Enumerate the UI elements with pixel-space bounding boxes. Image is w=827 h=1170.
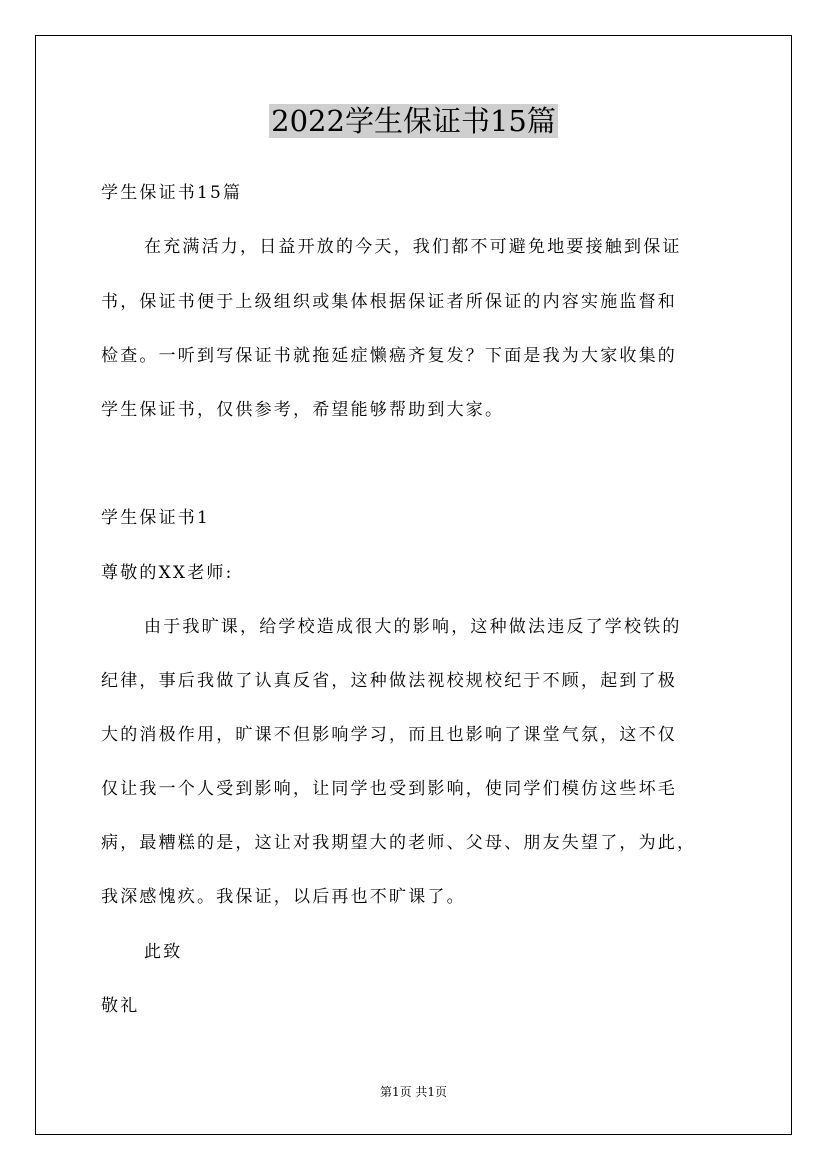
salutation: 尊敬的XX老师: xyxy=(101,563,234,583)
intro-line-1: 在充满活力，日益开放的今天，我们都不可避免地要接触到保证 xyxy=(144,237,682,257)
closing-jing-li: 敬礼 xyxy=(101,996,140,1016)
body-line-3: 大的消极作用，旷课不但影响学习，而且也影响了课堂气氛，这不仅 xyxy=(101,725,677,745)
body-line-4: 仅让我一个人受到影响，让同学也受到影响，使同学们模仿这些坏毛 xyxy=(101,779,677,799)
body-line-1: 由于我旷课，给学校造成很大的影响，这种做法违反了学校铁的 xyxy=(144,617,682,637)
section-title: 学生保证书1 xyxy=(101,508,211,528)
intro-line-4: 学生保证书，仅供参考，希望能够帮助到大家。 xyxy=(101,400,505,420)
intro-line-3: 检查。一听到写保证书就拖延症懒癌齐复发？下面是我为大家收集的 xyxy=(101,346,677,366)
intro-line-2: 书，保证书便于上级组织或集体根据保证者所保证的内容实施监督和 xyxy=(101,292,677,312)
page-footer: 第1页 共1页 xyxy=(379,1085,448,1099)
document-title: 2022学生保证书15篇 xyxy=(271,104,556,138)
body-line-5: 病，最糟糕的是，这让对我期望大的老师、父母、朋友失望了，为此， xyxy=(101,833,697,853)
body-line-2: 纪律，事后我做了认真反省，这种做法视校规校纪于不顾，起到了极 xyxy=(101,671,677,691)
body-line-6: 我深感愧疚。我保证，以后再也不旷课了。 xyxy=(101,887,466,907)
subtitle: 学生保证书15篇 xyxy=(101,183,243,203)
closing-ci-zhi: 此致 xyxy=(144,942,183,962)
